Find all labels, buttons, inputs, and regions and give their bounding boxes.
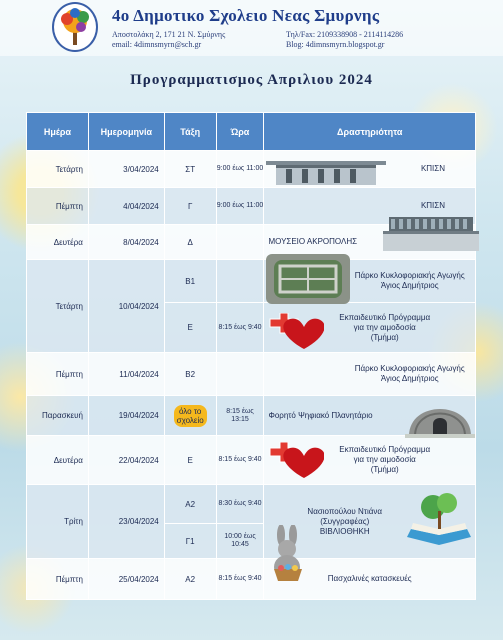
activity-text: Εκπαιδευτικό Πρόγραμμα xyxy=(339,445,431,454)
acropolis-museum-icon xyxy=(383,213,479,255)
time-cell: 9:00 έως 11:00 xyxy=(216,188,264,225)
school-phone: Τηλ/Fax: 2109338908 - 2114114286 xyxy=(286,30,404,39)
time-cell xyxy=(216,353,264,396)
activity-text: ΚΠΙΣΝ xyxy=(420,164,445,173)
snfcc-building-icon xyxy=(266,155,386,189)
school-blog: Blog: 4dimnsmyrn.blogspot.gr xyxy=(286,40,385,49)
time-cell: 8:15 έως 9:40 xyxy=(216,436,264,485)
activity-cell xyxy=(264,303,476,353)
class-cell: Α2 xyxy=(164,485,216,524)
activity-text: Πάρκο Κυκλοφοριακής Αγωγής xyxy=(354,364,465,373)
activity-cell xyxy=(264,485,476,559)
time-cell: 10:00 έως 10:45 xyxy=(216,524,264,559)
time-cell: 8:15 έως 13:15 xyxy=(216,396,264,436)
activity-text: Πασχαλινές κατασκευές xyxy=(327,574,412,583)
day-cell: Πέμπτη xyxy=(27,188,89,225)
table-header-row xyxy=(27,113,476,151)
table-row xyxy=(27,151,476,188)
col-activity: Δραστηριότητα xyxy=(264,113,476,151)
activity-cell xyxy=(264,396,476,436)
school-logo xyxy=(52,2,98,52)
activity-text: ΚΠΙΣΝ xyxy=(420,201,445,210)
tree-logo-icon xyxy=(55,5,95,49)
day-cell: Δευτέρα xyxy=(27,225,89,260)
day-cell: Παρασκευή xyxy=(27,396,89,436)
school-address: Αποστολάκη 2, 171 21 Ν. Σμύρνης xyxy=(112,30,226,39)
date-cell: 25/04/2024 xyxy=(88,559,164,600)
day-cell: Τετάρτη xyxy=(27,151,89,188)
col-time: Ώρα xyxy=(216,113,264,151)
date-cell: 10/04/2024 xyxy=(88,260,164,353)
whole-school-badge: όλο το σχολείο xyxy=(174,405,207,427)
time-cell: 8:15 έως 9:40 xyxy=(216,559,264,600)
class-cell: Β2 xyxy=(164,353,216,396)
activity-subtext: για την αιμοδοσία xyxy=(353,322,416,332)
activity-text: ΜΟΥΣΕΙΟ ΑΚΡΟΠΟΛΗΣ xyxy=(268,237,358,246)
page-title: Προγραμματισμος Απριλιου 2024 xyxy=(130,72,373,88)
class-cell: Ε xyxy=(164,303,216,353)
school-name: 4ο Δημοτικο Σχολειο Νεας Σμυρνης xyxy=(112,6,380,25)
school-email: email: 4dimnsmyrn@sch.gr xyxy=(112,40,202,49)
class-cell: ΣΤ xyxy=(164,151,216,188)
activity-note: ΒΙΒΛΙΟΘΗΚΗ xyxy=(319,526,370,536)
table-row xyxy=(27,396,476,436)
activity-subtext: (Συγγραφέας) xyxy=(320,516,370,526)
day-cell: Πέμπτη xyxy=(27,559,89,600)
activity-subtext: για την αιμοδοσία xyxy=(353,455,416,464)
table-row xyxy=(27,225,476,260)
table-row xyxy=(27,485,476,524)
date-cell: 19/04/2024 xyxy=(88,396,164,436)
class-cell xyxy=(164,396,216,436)
class-cell: Δ xyxy=(164,225,216,260)
activity-subtext: Άγιος Δημήτριος xyxy=(380,281,439,290)
activity-text: Εκπαιδευτικό Πρόγραμμα xyxy=(339,312,431,322)
time-cell: 8:30 έως 9:40 xyxy=(216,485,264,524)
activity-text: Νασιοπούλου Ντιάνα xyxy=(307,506,382,516)
activity-cell xyxy=(264,151,476,188)
activity-note: (Τμήμα) xyxy=(370,332,399,342)
school-header xyxy=(0,0,503,56)
time-cell: 8:15 έως 9:40 xyxy=(216,303,264,353)
day-cell: Τετάρτη xyxy=(27,260,89,353)
date-cell: 4/04/2024 xyxy=(88,188,164,225)
table-row xyxy=(27,260,476,303)
activity-text: Πάρκο Κυκλοφοριακής Αγωγής xyxy=(354,271,465,280)
table-row xyxy=(27,436,476,485)
activity-text: Φορητό Ψηφιακό Πλανητάριο xyxy=(268,410,373,420)
class-cell: Γ xyxy=(164,188,216,225)
col-day: Ημέρα xyxy=(27,113,89,151)
col-date: Ημερομηνία xyxy=(88,113,164,151)
activity-cell xyxy=(264,436,476,485)
planetarium-dome-icon xyxy=(405,386,475,438)
date-cell: 11/04/2024 xyxy=(88,353,164,396)
activity-cell xyxy=(264,260,476,303)
time-cell xyxy=(216,225,264,260)
class-cell: Γ1 xyxy=(164,524,216,559)
activity-note: (Τμήμα) xyxy=(370,465,399,474)
time-cell xyxy=(216,260,264,303)
date-cell: 8/04/2024 xyxy=(88,225,164,260)
time-cell: 9:00 έως 11:00 xyxy=(216,151,264,188)
date-cell: 22/04/2024 xyxy=(88,436,164,485)
day-cell: Δευτέρα xyxy=(27,436,89,485)
class-cell: Α2 xyxy=(164,559,216,600)
day-cell: Πέμπτη xyxy=(27,353,89,396)
activity-subtext: Άγιος Δημήτριος xyxy=(380,374,439,383)
col-class: Τάξη xyxy=(164,113,216,151)
table-row xyxy=(27,559,476,600)
class-cell: Β1 xyxy=(164,260,216,303)
day-cell: Τρίτη xyxy=(27,485,89,559)
date-cell: 23/04/2024 xyxy=(88,485,164,559)
class-cell: Ε xyxy=(164,436,216,485)
schedule-table xyxy=(26,112,476,600)
date-cell: 3/04/2024 xyxy=(88,151,164,188)
